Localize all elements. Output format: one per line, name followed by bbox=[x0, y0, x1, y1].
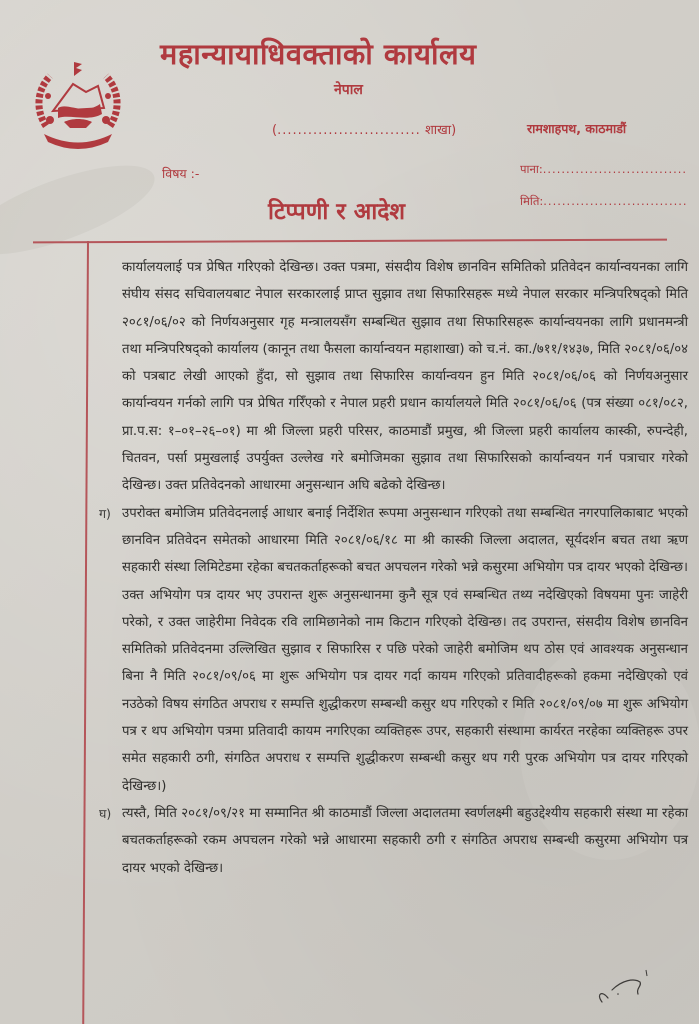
branch-label: शाखा) bbox=[424, 123, 457, 138]
margin-line bbox=[82, 241, 89, 1024]
branch-field bbox=[272, 120, 456, 138]
header-divider bbox=[33, 239, 667, 244]
paragraph-ga bbox=[99, 500, 688, 800]
document-heading: टिप्पणी र आदेश bbox=[268, 198, 406, 225]
handwritten-initial-icon bbox=[592, 968, 652, 1012]
office-title: महान्यायाधिवक्ताको कार्यालय bbox=[160, 37, 477, 71]
branch-open-paren: ( bbox=[272, 123, 278, 138]
paragraph-text: त्यस्तै, मिति २०८१/०९/२१ मा सम्मानित श्री काठमाडौं जिल्ला अदालतमा स्वर्णलक्ष्मी बहुउद्देश्यीय सहकारी संस्था मा रहेका बचतकर्ताहरूको रकम अपचलन गरेको भन्ने आधारमा सहकारी ठगी र संगठित अपराध सम्बन्धी कसुरमा अभियोग पत्र दायर भएको देखिन्छ। bbox=[122, 805, 688, 876]
paragraph-text: उपरोक्त बमोजिम प्रतिवेदनलाई आधार बनाई निर्देशित रूपमा अनुसन्धान गरिएको तथा सम्बन्धित नगरपालिकाबाट भएको छानविन प्रतिवेदन समेतको आधारमा मिति २०८१/०६/१८ मा श्री कास्की जिल्ला अदालत, सूर्यदर्शन बचत तथा ऋण सहकारी संस्था लिमिटेडमा रहेका बचतकर्ताहरूको बचत अपचलन गरेको भन्ने कसुरमा अभियोग पत्र दायर भएको देखिन्छ। उक्त अभियोग पत्र दायर भए उपरान्त शुरू अनुसन्धानमा कुनै सूत्र एवं सम्बन्धित तथ्य नदेखिएको विषयमा पुनः जाहेरी परेको, र उक्त जाहेरीमा निवेदक रवि लामिछानेको नाम किटान गरिएको देखिन्छ। तद उपरान्त, संसदीय विशेष छानविन समितिको प्रतिवेदनमा उल्लिखित सुझाव र सिफारिस र पछि परेको जाहेरी बमोजिम थप ठोस एवं आवश्यक अनुसन्धान बिना नै मिति २०८१/०९/०६ मा शुरू अभियोग पत्र दायर गर्दा कायम गरिएको प्रतिवादीहरूको हकमा नदेखिएको एवं नउठेको विषय संगठित अपराध र सम्पत्ति शुद्धीकरण सम्बन्धी कसुर थप गरिएको र मिति २०८१/०९/०७ मा शुरू अभियोग पत्र र थप अभियोग पत्रमा प्रतिवादी कायम नगरिएका व्यक्तिहरू उपर, सहकारी संस्थामा कार्यरत नरहेका व्यक्तिहरू उपर समेत सहकारी ठगी, संगठित अपराध र सम्पत्ति शुद्धीकरण सम्बन्धी कसुर थप गरी पुरक अभियोग पत्र दायर गरिएको देखिन्छ।) bbox=[122, 505, 688, 794]
paragraph-marker: ग) bbox=[99, 505, 111, 521]
page-number-field bbox=[520, 162, 687, 177]
date-blank: ............................... bbox=[543, 194, 688, 208]
page-blank: ............................... bbox=[542, 162, 688, 176]
paragraph-continued: कार्यालयलाई पत्र प्रेषित गरिएको देखिन्छ। उक्त पत्रमा, संसदीय विशेष छानविन समितिको प्रतिवेदन कार्यान्वयनका लागि संघीय संसद सचिवालयबाट नेपाल सरकारलाई प्राप्त सुझाव तथा सिफारिसहरू मध्ये नेपाल सरकार मन्त्रिपरिषद्को मिति २०८१/०६/०२ को निर्णयअनुसार गृह मन्त्रालयसँग सम्बन्धित सुझाव तथा सिफारिसहरू कार्यान्वयनका लागि प्रधानमन्त्री तथा मन्त्रिपरिषद्को कार्यालय (कानून तथा फैसला कार्यान्वयन महाशाखा) को च.नं. का./७११/१४३७, मिति २०८१/०६/०४ को पत्रबाट लेखी आएको हुँदा, सो सुझाव तथा सिफारिस कार्यान्वयन हुन मिति २०८१/०६/०६ को निर्णयअनुसार कार्यान्वयन गर्नको लागि पत्र प्रेषित गरिँएको र नेपाल प्रहरी प्रधान कार्यालयले मिति २०८१/०६/०६ (पत्र संख्या ०८१/०८२, प्रा.प.स: १–०१–२६–०१) मा श्री जिल्ला प्रहरी परिसर, काठमाडौं प्रमुख, श्री जिल्ला प्रहरी कार्यालय कास्की, रुपन्देही, चितवन, पर्सा प्रमुखलाई उपर्युक्त उल्लेख गरे बमोजिमका सुझाव तथा सिफारिसको कार्यान्वयन गर्न पत्राचार गरेको देखिन्छ। उक्त प्रतिवेदनको आधारमा अनुसन्धान अघि बढेको देखिन्छ। bbox=[122, 260, 688, 494]
branch-blank: ............................ bbox=[277, 123, 421, 138]
country-name: नेपाल bbox=[334, 82, 363, 98]
document-body bbox=[99, 254, 688, 882]
paragraph-marker: घ) bbox=[99, 805, 112, 821]
date-field bbox=[520, 194, 688, 209]
paragraph-gha bbox=[99, 800, 688, 882]
office-address: रामशाहपथ, काठमाडौं bbox=[527, 121, 627, 136]
subject-label: विषय :- bbox=[162, 166, 200, 181]
nepal-coat-of-arms-icon bbox=[28, 56, 128, 156]
page-label: पाना: bbox=[520, 162, 543, 176]
date-label: मिति: bbox=[520, 194, 544, 208]
